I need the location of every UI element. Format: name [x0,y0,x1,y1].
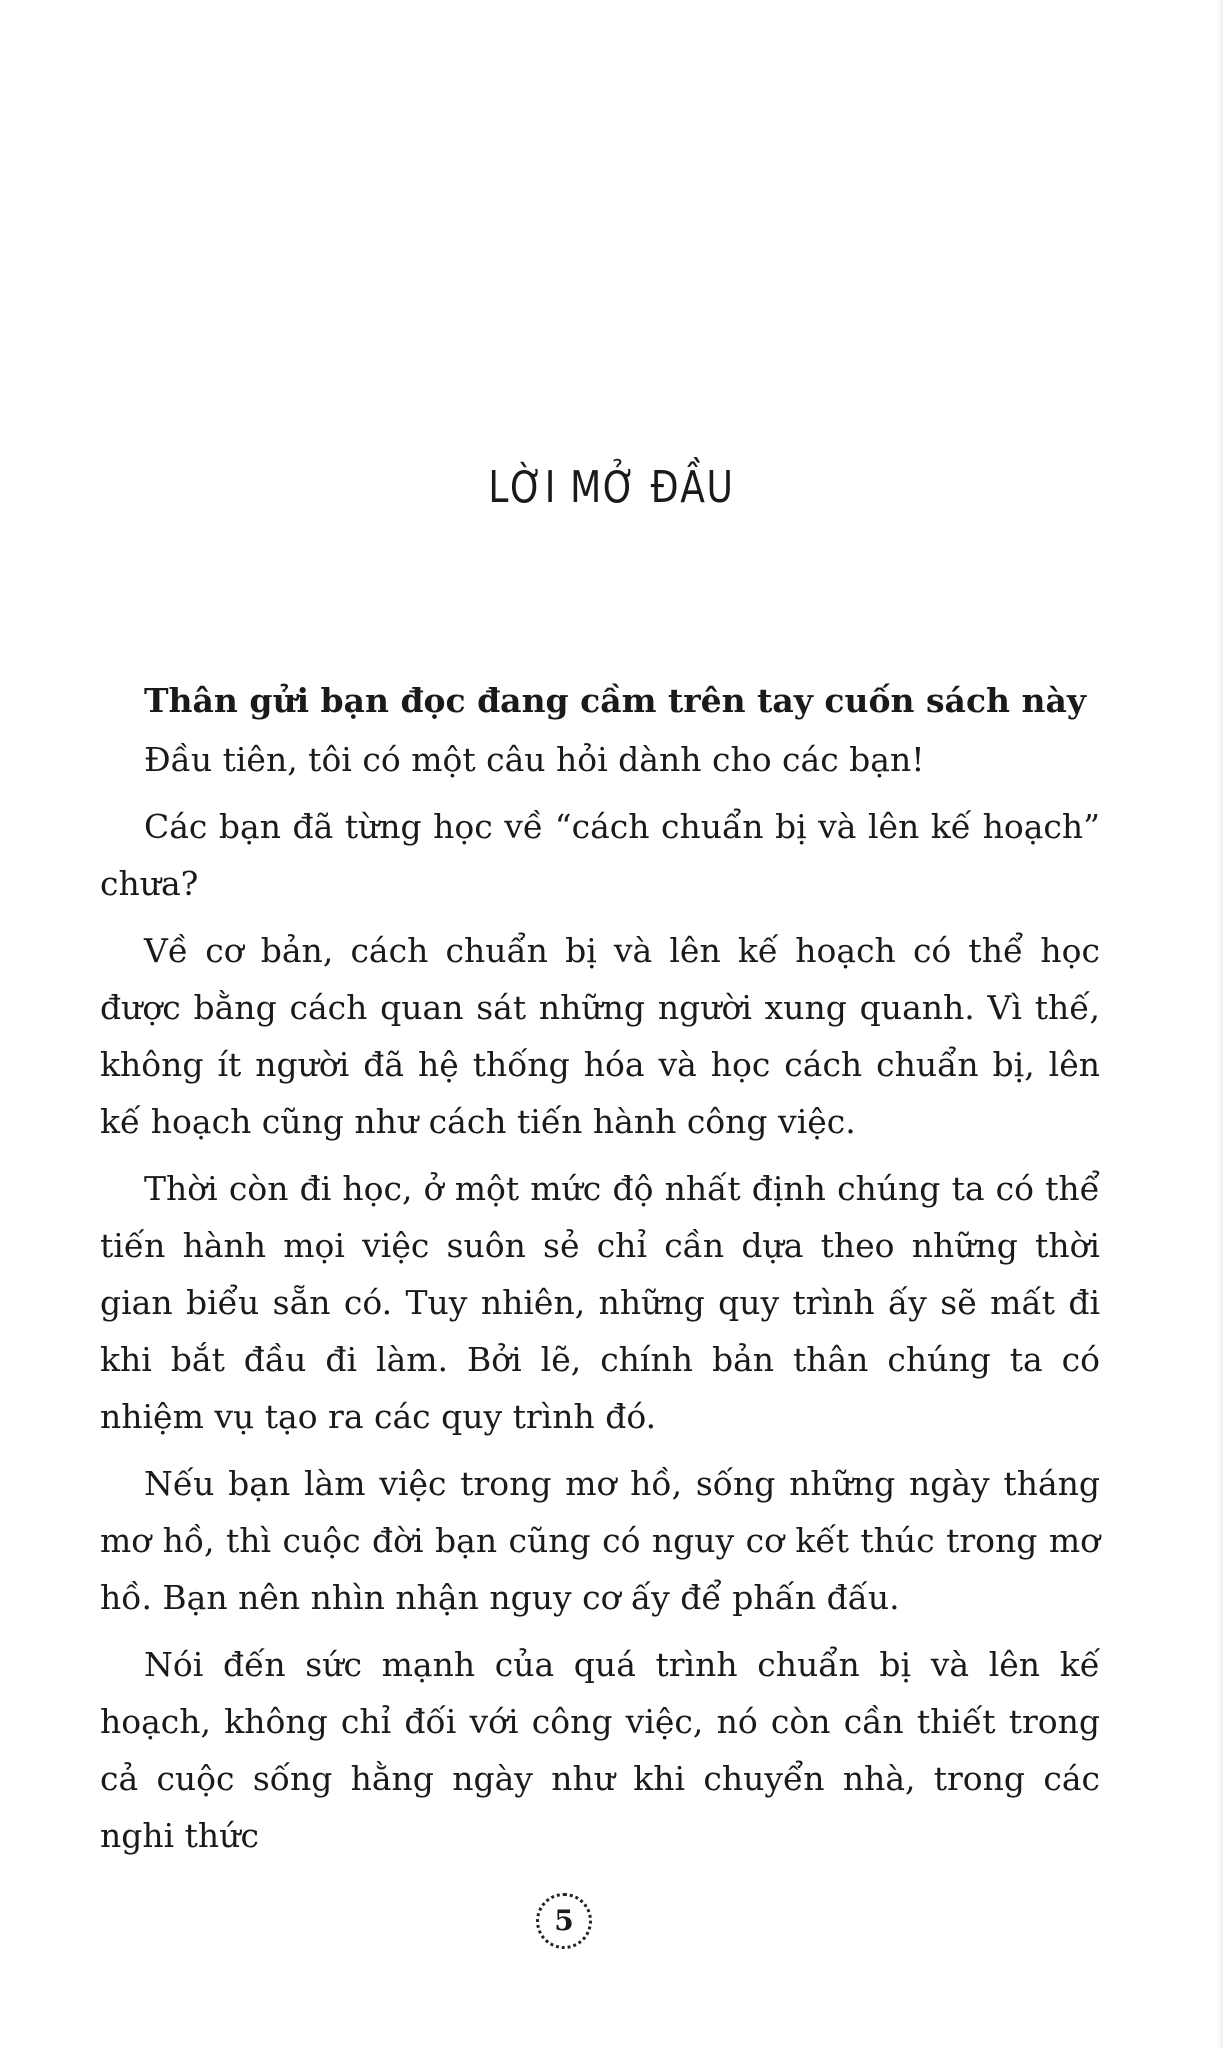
paragraph: Nói đến sức mạnh của quá trình chuẩn bị và lên kế hoạch, không chỉ đối với công việc, nó còn cần thiết trong cả cuộc sống hằng ngày như khi chuyển nhà, trong các nghi thức [100,1645,1100,1855]
paragraph: Về cơ bản, cách chuẩn bị và lên kế hoạch có thể học được bằng cách quan sát những người xung quanh. Vì thế, không ít người đã hệ thống hóa và học cách chuẩn bị, lên kế hoạch cũng như cách tiến hành công việc. [100,931,1100,1141]
greeting-line: Thân gửi bạn đọc đang cầm trên tay cuốn sách này [144,681,1087,720]
chapter-title: LỜI MỞ ĐẦU [488,462,735,513]
paragraph: Thời còn đi học, ở một mức độ nhất định chúng ta có thể tiến hành mọi việc suôn sẻ chỉ cần dựa theo những thời gian biểu sẵn có. Tuy nhiên, những quy trình ấy sẽ mất đi khi bắt đầu đi làm. Bởi lẽ, chính bản thân chúng ta có nhiệm vụ tạo ra các quy trình đó. [100,1169,1100,1436]
page-number: 5 [536,1893,592,1949]
paragraph: Nếu bạn làm việc trong mơ hồ, sống những ngày tháng mơ hồ, thì cuộc đời bạn cũng có nguy cơ kết thúc trong mơ hồ. Bạn nên nhìn nhận nguy cơ ấy để phấn đấu. [100,1464,1100,1617]
paragraph: Các bạn đã từng học về “cách chuẩn bị và lên kế hoạch” chưa? [100,807,1100,903]
body-text [100,672,1100,1874]
page-edge [1217,0,1223,2048]
paragraph: Đầu tiên, tôi có một câu hỏi dành cho các bạn! [144,740,925,779]
